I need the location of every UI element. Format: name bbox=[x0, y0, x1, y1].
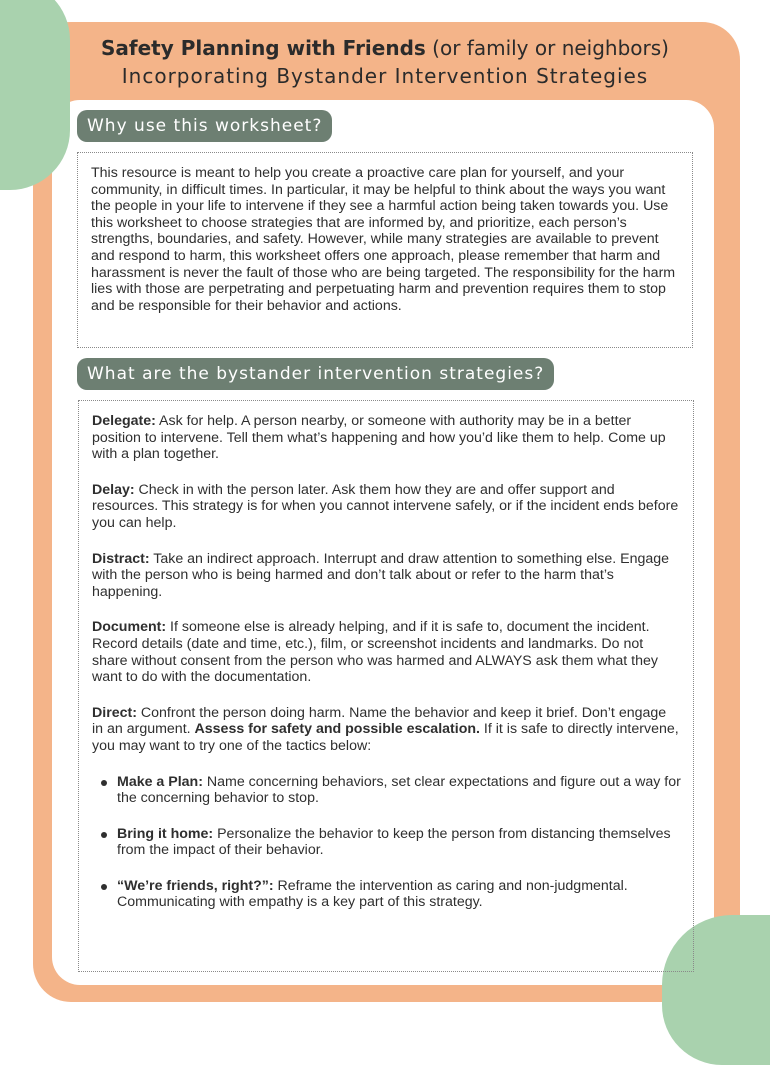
strategy-document bbox=[92, 619, 681, 685]
list-item bbox=[92, 878, 681, 911]
tactic-text: Personalize the behavior to keep the person from distancing themselves from the impact of their behavior. bbox=[117, 825, 671, 859]
strategy-text: Confront the person doing harm. Name the behavior and keep it brief. Don’t engage in an argument. bbox=[92, 704, 667, 738]
why-body: This resource is meant to help you create a proactive care plan for yourself, and your community, in difficult times. In particular, it may be helpful to think about the ways you want the people in your life to intervene if they see a harmful action being taken towards you. Use this worksheet to choose strategies that are informed by, and prioritize, each person’s strengths, boundaries, and safety. However, while many strategies are available to prevent and respond to harm, this worksheet offers one approach, please remember that harm and harassment is never the fault of those who are being targeted. The responsibility for the harm lies with those are perpetrating and perpetuating harm and prevention requires them to stop and be responsible for their behavior and actions. bbox=[91, 165, 676, 314]
strategy-text: Ask for help. A person nearby, or someone with authority may be in a better position to intervene. Tell them what’s happening and how you’d like them to help. Come up with a plan together. bbox=[92, 413, 666, 463]
strategy-term: Document: bbox=[92, 619, 167, 636]
title-bold: Safety Planning with Friends bbox=[101, 36, 426, 60]
tactics-list bbox=[92, 774, 681, 912]
list-item bbox=[92, 774, 681, 807]
strategy-term: Distract: bbox=[92, 550, 150, 567]
strategy-text: Check in with the person later. Ask them how they are and offer support and resources. This strategy is for when you cannot intervene safely, or if the incident ends before you can help. bbox=[92, 481, 679, 531]
strategy-distract bbox=[92, 551, 681, 601]
title-rest: (or family or neighbors) bbox=[425, 36, 669, 60]
tactic-term: Make a Plan: bbox=[117, 773, 203, 790]
strategy-term: Delegate: bbox=[92, 413, 156, 429]
strategy-direct bbox=[92, 705, 681, 755]
list-item bbox=[92, 826, 681, 859]
strategies-box bbox=[78, 400, 694, 972]
strategy-delegate bbox=[92, 413, 681, 463]
strategy-delay bbox=[92, 482, 681, 532]
section-heading-why: Why use this worksheet? bbox=[77, 110, 332, 142]
strategy-term: Delay: bbox=[92, 481, 135, 498]
tactic-text: Name concerning behaviors, set clear expectations and figure out a way for the concerning behavior to stop. bbox=[117, 773, 681, 807]
decorative-blob-top-left bbox=[0, 0, 70, 190]
strategy-term: Direct: bbox=[92, 704, 137, 721]
page-subtitle: Incorporating Bystander Intervention Strategies bbox=[121, 64, 649, 88]
strategy-text: Take an indirect approach. Interrupt and draw attention to something else. Engage with the person who is being harmed and don’t talk about or refer to the harm that’s happening. bbox=[92, 550, 670, 600]
why-text-box bbox=[77, 152, 693, 348]
strategy-emphasis: Assess for safety and possible escalation. bbox=[194, 721, 480, 738]
section-heading-strategies: What are the bystander intervention strategies? bbox=[77, 358, 554, 390]
page-title bbox=[45, 34, 725, 90]
strategy-text: If it is safe to directly intervene, you may want to try one of the tactics below: bbox=[92, 721, 679, 754]
tactic-text: Reframe the intervention as caring and non-judgmental. Communicating with empathy is a key part of this strategy. bbox=[117, 877, 628, 911]
tactic-term: Bring it home: bbox=[117, 825, 214, 842]
strategy-text: If someone else is already helping, and if it is safe to, document the incident. Record details (date and time, etc.), film, or screenshot incidents and landmarks. Do not share without consent from the person who was harmed and ALWAYS ask them what they want to do with the documentation. bbox=[92, 619, 658, 686]
tactic-term: “We’re friends, right?”: bbox=[117, 877, 274, 894]
